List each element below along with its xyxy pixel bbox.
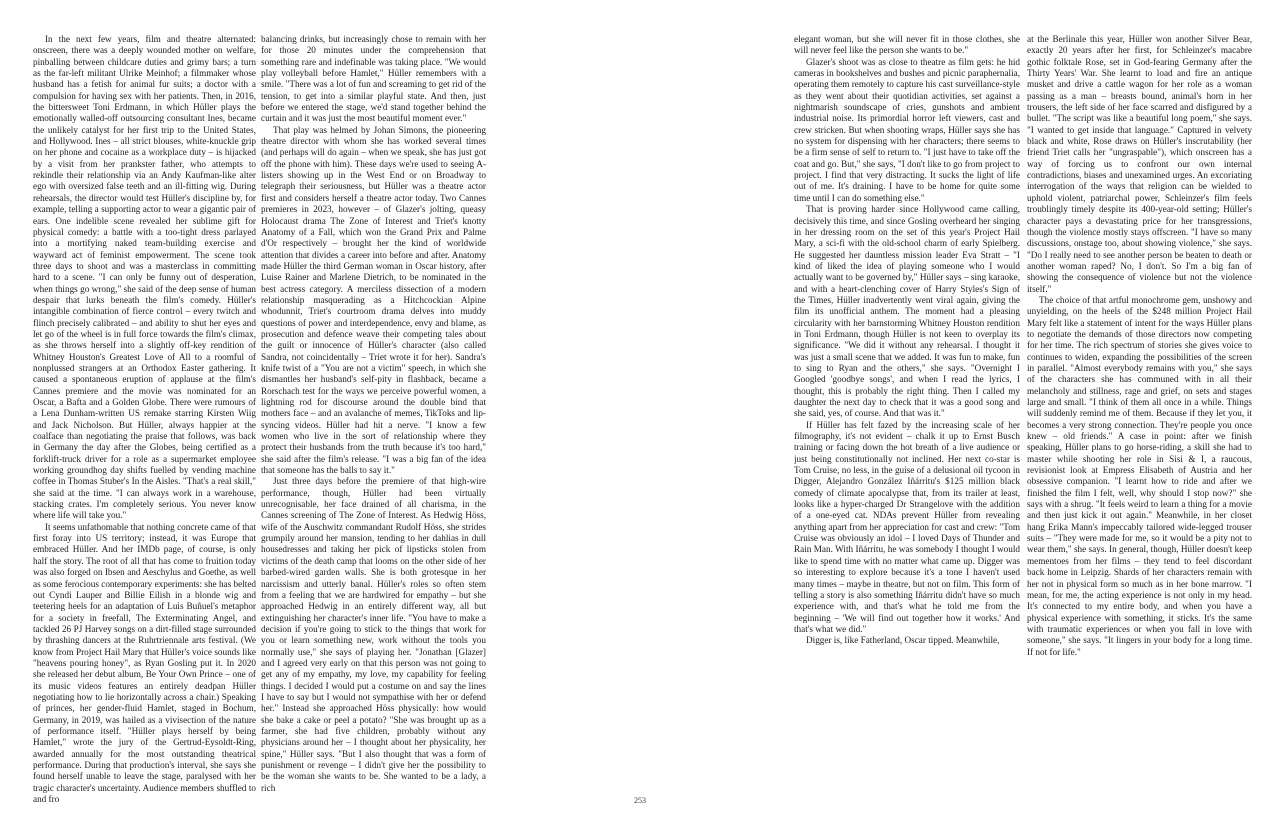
text-column-1 — [33, 34, 256, 806]
paragraph: That is proving harder since Hollywood came calling, decisively this time, and since Gosling overheard her singing in her dressing room on the set of this year's Project Hail Mary, a sci-fi with the old-school charm of early Spielberg. He suggested her dauntless mission leader Eva Stratt – "I kind of liked the idea of playing someone who I would actually want to be governed by," Hüller says – sing karaoke, and with a heart-clenching cover of Harry Styles's Sign of the Times, Hüller inadvertently went viral again, giving the film its unofficial anthem. The moment had a pleasing circularity with her barnstorming Whitney Houston rendition in Toni Erdmann, though Hüller is not keen to overplay its significance. "We did it without any rehearsal. I thought it was just a small scene that we added. It was fun to make, fun to sing to Ryan and the others," she says. "Overnight I Googled 'goodbye songs', and when I read the lyrics, I thought, this is probably the right thing. Then I called my daughter the next day to check that it was a good song and she said, yes, of course. And that was it." — [794, 204, 1020, 419]
text-column-4 — [1027, 34, 1252, 806]
paragraph: at the Berlinale this year, Hüller won another Silver Bear, exactly 20 years after her first, for Schleinzer's macabre gothic folktale Rose, set in God-fearing Germany after the Thirty Years' War. She learnt to load and fire an antique musket and drive a cattle wagon for her role as a woman passing as a man – breasts bound, animal's horn in her trousers, the left side of her face scarred and disfigured by a bullet. "The script was like a beautiful long poem," she says. "I wanted to get inside that language." Captured in velvety black and white, Rose draws on Hüller's inscrutability (her friend Triet calls her "ungraspable"), which onscreen has a way of forcing us to confront our own internal contradictions, biases and unexamined urges. An excoriating interrogation of the ways that religion can be wielded to uphold violent, patriarchal power, Schleinzer's film feels troublingly timely despite its 400-year-old setting; Hüller's character pays a devastating price for her transgressions, though the violence mostly stays offscreen. "I have so many discussions, onstage too, about showing violence," she says. "Do I really need to see another person be beaten to death or another woman raped? No, I don't. So I'm a big fan of showing the consequence of violence but not the violence itself." — [1027, 34, 1252, 294]
text-column-3 — [794, 34, 1020, 806]
paragraph: It seems unfathomable that nothing concrete came of that first foray into US territory; instead, it was Europe that embraced Hüller. And her IMDb page, of course, is only half the story. The root of all that has come to fruition today was also forged on Ibsen and Aeschylus and Goethe, as well as some ferocious contemporary experiments: she has belted out Cyndi Lauper and Billie Eilish in a blonde wig and teetering heels for an adaptation of Luis Buñuel's metaphor for a society in freefall, The Exterminating Angel, and tackled 26 PJ Harvey songs on a dirt-filled stage surrounded by thrashing dancers at the Ruhrtriennale arts festival. (We know from Project Hail Mary that Hüller's voice sounds like "heavens pouring honey", as Ryan Gosling put it. In 2020 she released her debut album, Be Your Own Prince – one of its music videos features an entirely deadpan Hüller negotiating how to lie horizontally across a chair.) Speaking of princes, her gender-fluid Hamlet, staged in Bochum, Germany, in 2019, was hailed as a vivisection of the nature of performance itself. "Hüller plays herself by being Hamlet," wrote the jury of the Gertrud-Eysoldt-Ring, awarded annually for the most outstanding theatrical performance. During that production's interval, she says she found herself unable to leave the stage, paralysed with her tragic character's uncertainty. Audience members shuffled to and fro — [33, 521, 256, 805]
text-column-2 — [261, 34, 486, 806]
paragraph: Digger is, like Fatherland, Oscar tipped. Meanwhile, — [806, 635, 1000, 646]
paragraph: That play was helmed by Johan Simons, the pioneering theatre director with whom she has worked several times (and perhaps will do again – when we speak, she has just got off the phone with him). These days we're used to seeing A-listers showing up in the West End or on Broadway to telegraph their seriousness, but Hüller was a theatre actor first and considers herself a theatre actor today. Two Cannes premieres in 2023, however – of Glazer's jolting, queasy Holocaust drama The Zone of Interest and Triet's knotty Anatomy of a Fall, which won the Grand Prix and Palme d'Or respectively – brought her the kind of worldwide attention that divides a career into before and after. Anatomy made Hüller the third German woman in Oscar history, after Luise Rainer and Marlene Dietrich, to be nominated in the best actress category. A merciless dissection of a modern relationship masquerading as a Hitchcockian Alpine whodunnit, Triet's courtroom drama delves into muddy questions of power and interdependence, envy and blame, as prosecution and defence weave their competing tales about the guilt or innocence of Hüller's character (also called Sandra, not coincidentally – Triet wrote it for her). Sandra's knife twist of a "You are not a victim" speech, in which she dismantles her husband's self-pity in flashback, became a Rorschach test for the ways we perceive powerful women, a lightning rod for discourse around the double bind that mothers face – and an avalanche of memes, TikToks and lip-syncing videos. Hüller had hit a nerve. "I know a few women who live in the sort of relationship where they protect their husbands from the truth because it's too hard," she said after the film's release. "I was a big fan of the idea that someone has the balls to say it." — [261, 124, 486, 476]
paragraph: Just three days before the premiere of that high-wire performance, though, Hüller had been virtually unrecognisable, her face drained of all charisma, in the Cannes screening of The Zone of Interest. As Hedwig Höss, wife of the Auschwitz commandant Rudolf Höss, she strides grumpily around her mansion, tending to her dahlias in dull housedresses and taking her pick of lipsticks stolen from victims of the death camp that looms on the other side of her barbed-wired garden walls. She is both grotesque in her narcissism and utterly banal. Hüller's roles so often stem from a feeling that we are hardwired for empathy – but she approached Hedwig in an entirely different way, all but extinguishing her character's inner life. "You have to make a decision if you're going to stick to the things that work for you or learn something new, work without the tools you normally use," she says of playing her. "Jonathan [Glazer] and I agreed very early on that this person was not going to get any of my empathy, my love, my capability for feeling things. I decided I would put a costume on and say the lines I have to say but I would not sympathise with her or defend her." Instead she approached Höss physically: how would she bake a cake or peel a potato? "She was brought up as a farmer, she had five children, probably without any physicians around her – I thought about her physicality, her spine," Hüller says. "But I also thought that was a form of punishment or revenge – I didn't give her the possibility to be the woman she wants to be. She wanted to be a lady, a rich — [261, 476, 486, 793]
paragraph: balancing drinks, but increasingly chose to remain with her for those 20 minutes under the comprehension that something rare and indefinable was taking place. "We would play volleyball before Hamlet," Hüller remembers with a smile. "There was a lot of fun and screaming to get rid of the tension, to get into a similar playful state. And then, just before we entered the stage, we'd stand together behind the curtain and it was just the most beautiful moment ever." — [261, 34, 486, 124]
paragraph: elegant woman, but she will never fit in those clothes, she will never feel like the person she wants to be." — [794, 34, 1020, 56]
blank-area — [496, 30, 786, 810]
paragraph: In the next few years, film and theatre alternated: onscreen, there was a deeply wounded mother on welfare, pinballing between childcare duties and grimy bars; a turn as the far-left militant Ulrike Meinhof; a filmmaker whose husband has a fetish for animal fur suits; a doctor with a compulsion for having sex with her patients. Then, in 2016, the bittersweet Toni Erdmann, in which Hüller plays the emotionally walled-off outsourcing consultant Ines, became the unlikely catalyst for her first trip to the United States, and Hollywood. Ines – all strict blouses, white-knuckle grip on her phone and cocaine as a workplace duty – is hijacked by a visit from her prankster father, who attempts to rekindle their relationship via an Andy Kaufman-like alter ego with oversized false teeth and an ill-fitting wig. During rehearsals, the director would test Hüller's discipline by, for example, telling a supporting actor to wear a gigantic pair of ears. One indelible scene revealed her sublime gift for physical comedy: a battle with a too-tight dress parlayed into a mortifying naked team-building exercise and wayward act of feminist empowerment. The scene took three days to shoot and was a masterclass in committing hard to a scene. "I can only be funny out of desperation, when things go wrong," she said of the deep sense of human despair that lurks beneath the film's comedy. Hüller's intangible combination of fierce control – every twitch and flinch precisely calibrated – and ability to shut her eyes and let go of the wheel is in full force towards the film's climax, as she throws herself into a slightly off-key rendition of Whitney Houston's Greatest Love of All to a roomful of nonplussed strangers at an Orthodox Easter gathering. It caused a spontaneous eruption of applause at the film's Cannes premiere and the movie was nominated for an Oscar, a Bafta and a Golden Globe. There were rumours of a Lena Dunham-written US remake starring Kirsten Wiig and Jack Nicholson. But Hüller, always happier at the coalface than negotiating the praise that follows, was back in Germany the day after the Globes, being certified as a forklift-truck driver for a role as a supermarket employee working groundhog day shifts fuelled by vending machine coffee in Thomas Stuber's In the Aisles. "That's a real skill," she said at the time. "I can always work in a warehouse, stacking crates. I'm completely serious. You never know where life will take you." — [33, 34, 256, 521]
paragraph: Glazer's shoot was as close to theatre as film gets: he hid cameras in bookshelves and bushes and picnic paraphernalia, operating them remotely to capture his cast surveillance-style as they went about their quotidian activities, set against a nightmarish soundscape of cries, gunshots and ambient industrial noise. Its primordial horror left viewers, cast and crew stricken. But when shooting wraps, Hüller says she has no system for dispensing with her characters; there seems to be a firm sense of self to return to. "I just have to take off the coat and go. But," she says, "I don't like to go from project to project. I find that very distracting. It sucks the light of life out of me. It's draining. I have to be home for quite some time until I can do something else." — [794, 56, 1020, 203]
paragraph: The choice of that artful monochrome gem, unshowy and unyielding, on the heels of the $248 million Project Hail Mary felt like a statement of intent for the ways Hüller plans to negotiate the demands of those directors now competing for her time. The rich spectrum of stories she gives voice to continues to widen, expanding the possibilities of the screen in parallel. "Almost everybody remains with you," she says of the characters she has communed with in all their melancholy and stillness, rage and grief, on sets and stages large and small. "I think of them all once in a while. Things will suddenly remind me of them. Because if they let you, it becomes a very strong connection. They're people you once knew – old friends." A case in point: after we finish speaking, Hüller plans to go horse-riding, a skill she had to master while shooting her role in Sisi & I, a raucous, revisionist look at Empress Elisabeth of Austria and her obsessive companion. "I learnt how to ride and after we finished the film I felt, well, why should I stop now?" she says with a shrug. "It feels weird to learn a thing for a movie and then just kick it out again." Meanwhile, in her closet hang Erika Mann's impeccably tailored wide-legged trouser suits – "They were made for me, so it would be a pity not to wear them," she says. In general, though, Hüller doesn't keep mementoes from her films – they tend to feel discordant back home in Leipzig. Shards of her characters remain with her not in physical form so much as in her bone marrow. "I mean, for me, the acting experience is not only in my head. It's connected to my entire body, and when you have a physical experience with something, it sticks. It's the same with traumatic experiences or when you fall in love with someone," she says. "It lingers in your body for a long time. If not for life." — [1027, 294, 1252, 657]
page-number: 253 — [634, 796, 646, 805]
paragraph: If Hüller has felt fazed by the increasing scale of her filmography, it's not evident – chalk it up to Ernst Busch training or facing down the hot breath of a live audience or just being constitutionally not inclined. Her next co-star is Tom Cruise, no less, in the guise of a delusional oil tycoon in Digger, Alejandro González Iñárritu's $125 million black comedy of climate apocalypse that, from its trailer at least, looks like a hyper-charged Dr Strangelove with the addition of a one-eyed cat. NDAs prevent Hüller from revealing anything apart from her appreciation for cast and crew: "Tom Cruise was obviously an idol – I loved Days of Thunder and Rain Man. With Iñárritu, he was somebody I thought I would like to spend time with no matter what came up. Digger was so interesting to explore because it's a tone I haven't used many times – maybe in theatre, but not on film. This form of telling a story is also something Iñárritu didn't have so much experience with, and that's what he told me from the beginning – 'We will find out together how it works.' And that's what we did." — [794, 419, 1020, 634]
